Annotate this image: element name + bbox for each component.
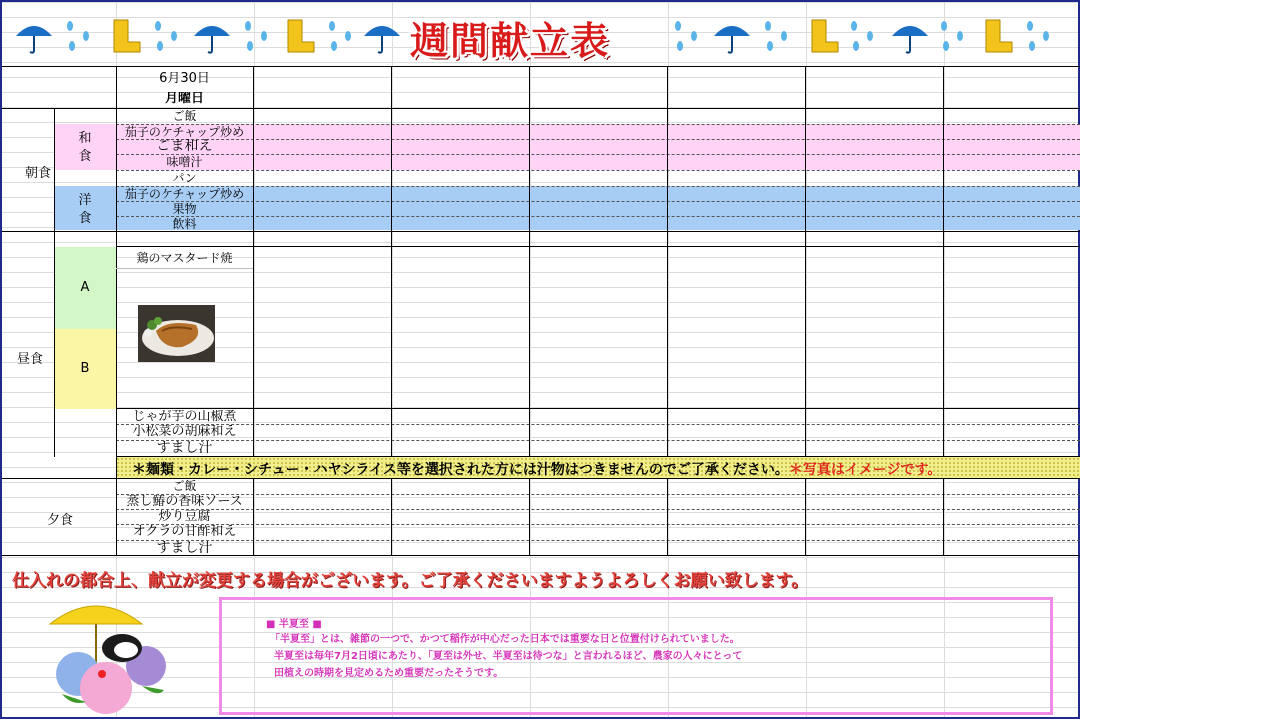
weekday-label: 月曜日 (164, 92, 204, 106)
hydrangea-umbrella-illustration (42, 594, 172, 714)
photo-note: ＊写真はイメージです。 (788, 462, 942, 478)
umbrella-icon (712, 16, 752, 56)
menu-item: ご飯 (172, 479, 197, 493)
breakfast-label: 朝食 (24, 166, 51, 181)
rain-boot-icon (278, 16, 318, 56)
umbrella-icon (362, 16, 402, 56)
menu-item: じゃが芋の山椒煮 (132, 410, 237, 424)
raindrops-icon (844, 16, 884, 56)
menu-item: 小松菜の胡麻和え (132, 425, 237, 439)
raindrops-icon (934, 16, 974, 56)
lunch-option-a-label: A (80, 280, 90, 295)
date-label: 6月30日 (159, 72, 210, 86)
rain-boot-icon (104, 16, 144, 56)
dinner-label: 夕食 (46, 513, 73, 528)
lunch-main-dish: 鶏のマスタード焼 (136, 251, 233, 265)
menu-item: ごま和え (156, 139, 213, 153)
menu-item: 茄子のケチャップ炒め (124, 187, 245, 201)
info-line: 田植えの時期を見定めるため重要だったそうです。 (274, 668, 504, 679)
menu-item: すまし汁 (156, 441, 213, 455)
lunch-option-b-label: B (80, 361, 90, 376)
menu-item: 果物 (172, 202, 197, 216)
raindrops-icon (758, 16, 798, 56)
info-line: 半夏至は毎年7月2日頃にあたり、「夏至は外せ、半夏至は待つな」と言われるほど、農家の人々にとって (274, 651, 743, 662)
raindrops-icon (60, 16, 100, 56)
header-banner (6, 6, 1078, 64)
raindrops-icon (238, 16, 278, 56)
menu-item: すまし汁 (156, 541, 213, 555)
menu-item: パン (172, 171, 197, 185)
rain-boot-icon (802, 16, 842, 56)
lunch-label: 昼食 (16, 352, 43, 367)
umbrella-icon (14, 16, 54, 56)
dish-photo (138, 305, 215, 362)
info-line: 「半夏至」とは、雑節の一つで、かつて稲作が中心だった日本では重要な日と位置付けられていました。 (270, 634, 740, 645)
menu-item: 味噌汁 (166, 155, 203, 169)
raindrops-icon (1020, 16, 1060, 56)
raindrops-icon (322, 16, 362, 56)
lunch-note: ＊麺類・カレー・シチュー・ハヤシライス等を選択された方には汁物はつきませんのでご了承ください。＊写真はイメージです。 (132, 462, 942, 478)
menu-item: 飲料 (172, 217, 197, 231)
raindrops-icon (148, 16, 188, 56)
menu-item: 炒り豆腐 (158, 510, 211, 524)
menu-item: ご飯 (172, 109, 197, 123)
menu-item: 蒸し鰆の香味ソース (126, 495, 243, 509)
japanese-style-label: 和 食 (78, 131, 92, 164)
western-style-label: 洋 食 (78, 193, 92, 226)
page-title: 週間献立表 (410, 19, 611, 63)
menu-item: 茄子のケチャップ炒め (124, 125, 245, 139)
info-heading: ■ 半夏至 ■ (266, 619, 322, 630)
umbrella-icon (890, 16, 930, 56)
supply-notice: 仕入れの都合上、献立が変更する場合がございます。ご了承くださいますようよろしくお願い致します。 (12, 571, 809, 591)
rain-boot-icon (976, 16, 1016, 56)
raindrops-icon (668, 16, 708, 56)
umbrella-icon (192, 16, 232, 56)
menu-item: オクラの甘酢和え (132, 525, 237, 539)
